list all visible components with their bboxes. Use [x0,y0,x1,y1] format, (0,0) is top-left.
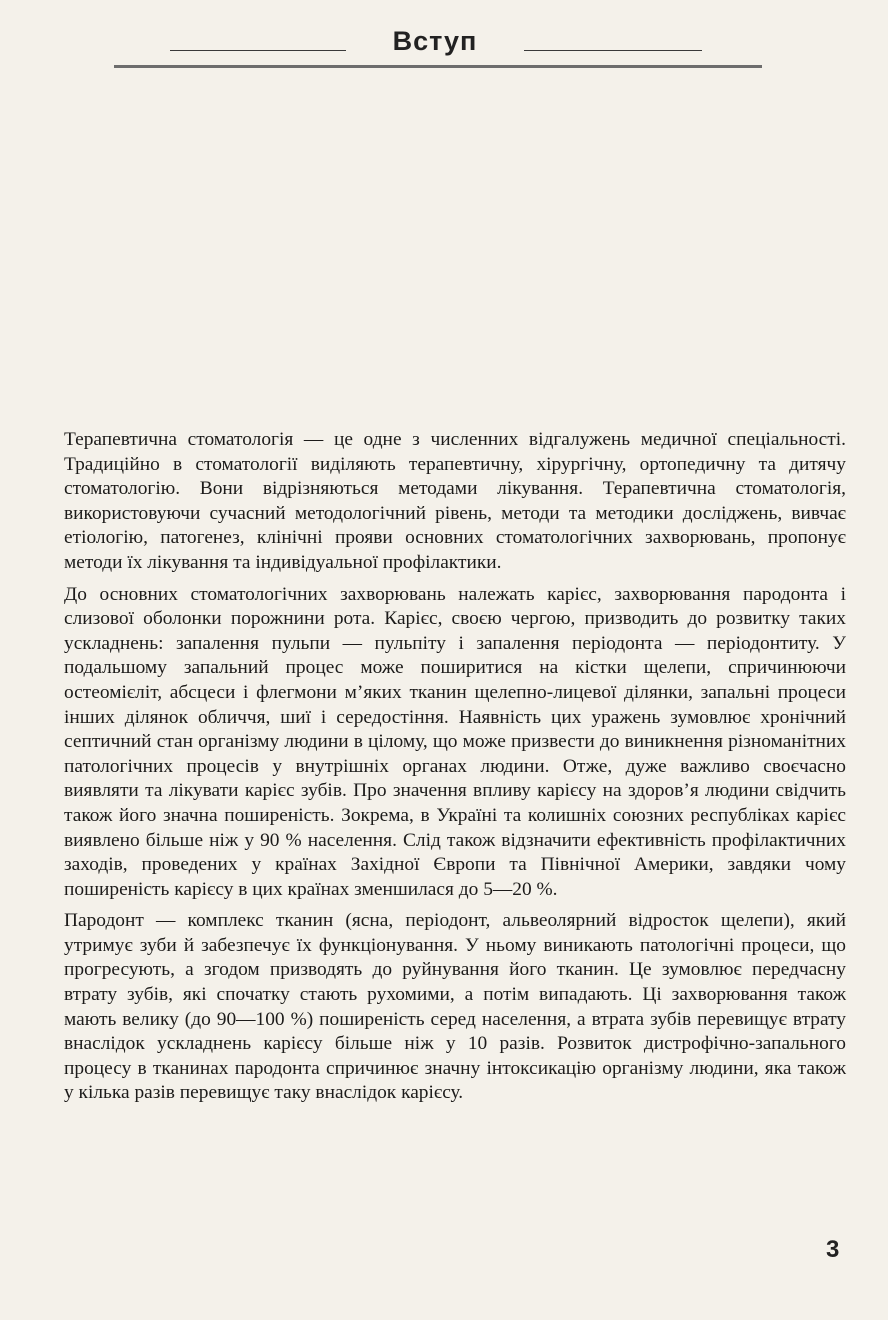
paragraph-1 [64,428,846,576]
title-rule-right [524,50,702,51]
page-number: 3 [826,1236,840,1263]
body-text [64,428,846,1113]
paragraph-1-text: Терапевтична стоматологія — це одне з численних відгалужень медичної спеціальності. Традиційно в стоматології виділяють терапевтичну, хірургічну, ортопедичну та дитячу стоматологію. Вони відрізняються методами лікування. Терапевтична стоматологія, використовуючи сучасний методологічний рівень, методи та методики досліджень, вивчає етіологію, патогенез, клінічні прояви основних стоматологічних захворювань, пропонує методи їх лікування та індивідуальної профілактики. [64,429,846,573]
header-underline [114,65,762,68]
paragraph-2 [64,583,846,903]
paragraph-2-text: До основних стоматологічних захворювань належать карієс, захворювання пародонта і слизової оболонки порожнини рота. Карієс, своєю чергою, призводить до розвитку таких ускладнень: запалення пульпи — пульпіту і запалення періодонта — періодонтиту. У подальшому запальний процес може поширитися на кістки щелепи, спричинюючи остеомієліт, абсцеси і флегмони м’яких тканин щелепно-лицевої ділянки, запальні процеси інших ділянок обличчя, шиї і середостіння. Наявність цих уражень зумовлює хронічний септичний стан організму людини в цілому, що може призвести до виникнення різноманітних патологічних процесів у внутрішніх органах людини. Отже, дуже важливо своєчасно виявляти та лікувати карієс зубів. Про значення впливу карієсу на здоров’я людини свідчить також його значна поширеність. Зокрема, в Україні та колишніх союзних республіках карієс виявлено більше ніж у 90 % населення. Слід також відзначити ефективність профілактичних заходів, проведених у країнах Західної Європи та Північної Америки, завдяки чому поширеність карієсу в цих країнах зменшилася до 5—20 %. [64,583,846,900]
chapter-header [0,22,888,72]
chapter-title: Вступ [392,26,478,56]
paragraph-3 [64,909,846,1106]
title-rule-left [170,50,346,51]
paragraph-3-text: Пародонт — комплекс тканин (ясна, періодонт, альвеолярний відросток щелепи), який утримує зуби й забезпечує їх функціонування. У ньому виникають патологічні процеси, що прогресують, а згодом призводять до руйнування його тканин. Це зумовлює передчасну втрату зубів, які спочатку стають рухомими, а потім випадають. Ці захворювання також мають велику (до 90—100 %) поширеність серед населення, а втрата зубів перевищує втрату внаслідок ускладнень карієсу більше ніж у 10 разів. Розвиток дистрофічно-запального процесу в тканинах пародонта спричинює значну інтоксикацію організму людини, яка також у кілька разів перевищує таку внаслідок карієсу. [64,910,846,1104]
